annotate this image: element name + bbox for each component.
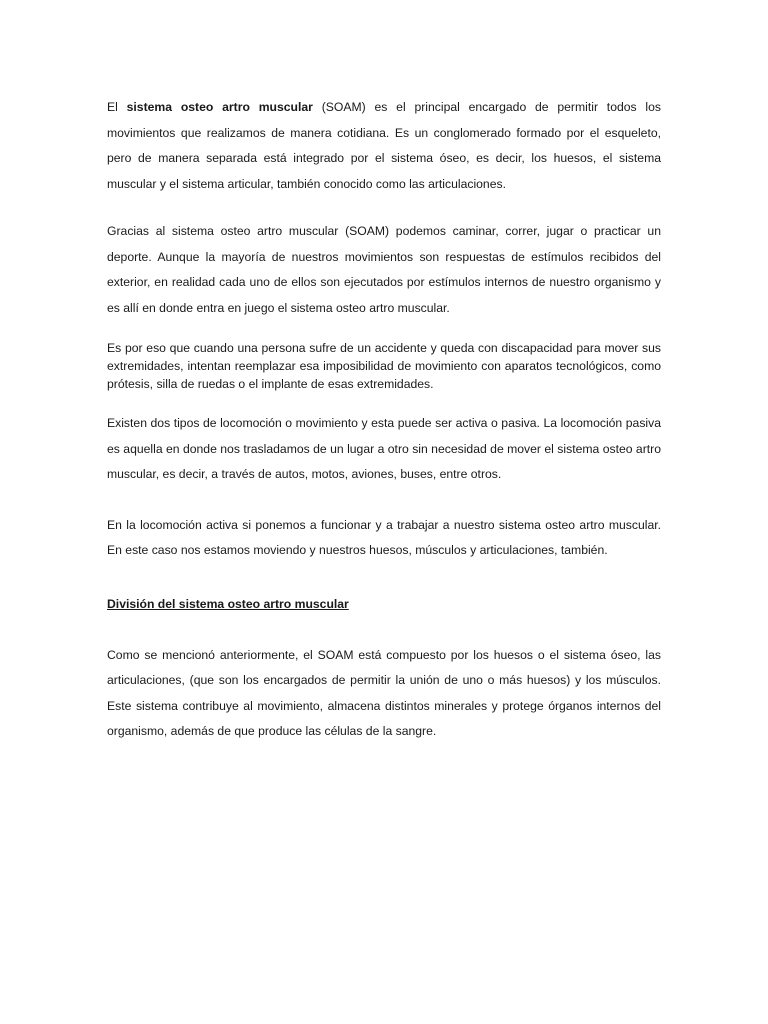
paragraph-composition: Como se mencionó anteriormente, el SOAM está compuesto por los huesos o el sistema óseo, las articulaciones, (que son los encargados de permitir la unión de uno o más huesos) y los músculos. Este sistema contribuye al movimiento, almacena distintos minerales y protege órganos internos del organismo, además de que produce las células de la sangre.: [107, 647, 661, 738]
intro-rest: (SOAM) es el principal encargado de permitir todos los movimientos que realizamos de manera cotidiana. Es un conglomerado formado por el esqueleto, pero de manera separada está integrado por el sistema óseo, es decir, los huesos, el sistema muscular y el sistema articular, también conocido como las articulaciones.: [107, 100, 661, 191]
paragraph-locomotion-types: Existen dos tipos de locomoción o movimiento y esta puede ser activa o pasiva. La locomoción pasiva es aquella en donde nos trasladamos de un lugar a otro sin necesidad de mover el sistema osteo artro muscular, es decir, a través de autos, motos, aviones, buses, entre otros.: [107, 416, 661, 481]
intro-lead: El: [107, 100, 127, 114]
paragraph-disability: Es por eso que cuando una persona sufre de un accidente y queda con discapacidad para mover sus extremidades, intentan reemplazar esa imposibilidad de movimiento con aparatos tecnológicos, como prótesis, silla de ruedas o el implante de esas extremidades.: [107, 341, 661, 391]
paragraph-intro: [107, 95, 661, 197]
document-page: [107, 95, 661, 745]
section-heading: División del sistema osteo artro muscular: [107, 596, 349, 611]
intro-bold-term: sistema osteo artro muscular: [126, 100, 313, 114]
paragraph-active-locomotion: En la locomoción activa si ponemos a funcionar y a trabajar a nuestro sistema osteo artro muscular. En este caso nos estamos moviendo y nuestros huesos, músculos y articulaciones, también.: [107, 517, 661, 557]
paragraph-movement: Gracias al sistema osteo artro muscular (SOAM) podemos caminar, correr, jugar o practicar un deporte. Aunque la mayoría de nuestros movimientos son respuestas de estímulos recibidos del exterior, en realidad cada uno de ellos son ejecutados por estímulos internos de nuestro organismo y es allí en donde entra en juego el sistema osteo artro muscular.: [107, 224, 661, 315]
